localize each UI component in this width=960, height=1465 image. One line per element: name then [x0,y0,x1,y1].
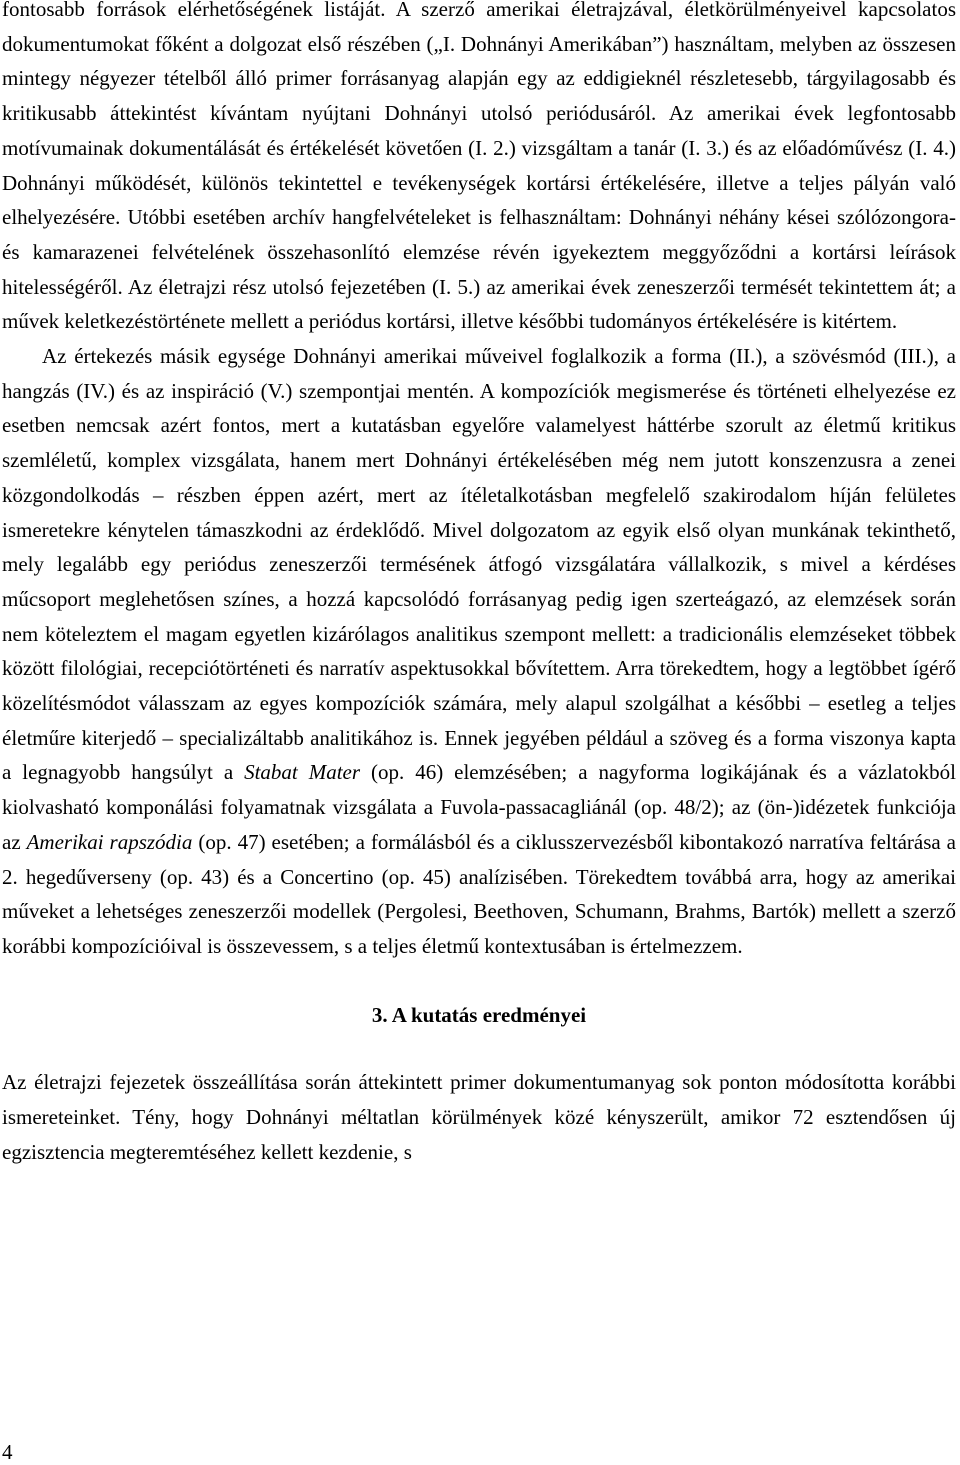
paragraph-research-results: Az életrajzi fejezetek összeállítása során áttekintett primer dokumentumanyag sok ponton módosította korábbi ismereteinket. Tény, hogy Dohnányi méltatlan körülmények közé kényszerült, amikor 72 esztendősen új egzisztencia megteremtéséhez kellett kezdenie, s [2,1070,956,1164]
work-title-amerikai-rapszodia: Amerikai rapszódia [26,829,193,854]
paragraph-sources-intro: fontosabb források elérhetőségének listáját. A szerző amerikai életrajzával, életkörülményeivel kapcsolatos dokumentumokat főként a dolgozat első részében („I. Dohnányi Amerikában”) használtam, melyben az összesen mintegy négyezer tételből álló primer forrásanyag alapján egy az eddigieknél részletesebb, tárgyilagosabb és kritikusabb áttekintést kívántam nyújtani Dohnányi utolsó periódusáról. Az amerikai évek legfontosabb motívumainak dokumentálását és értékelését követően (I. 2.) vizsgáltam a tanár (I. 3.) és az előadóművész (I. 4.) Dohnányi működését, különös tekintettel e tevékenységek kortársi értékelésére, illetve a teljes pályán való elhelyezésére. Utóbbi esetében archív hangfelvételeket is felhasználtam: Dohnányi néhány kései szólózongora- és kamarazenei felvételének összehasonlító elemzése révén igyekeztem meggyőződni a kortársi leírások hitelességéről. Az életrajzi rész utolsó fejezetében (I. 5.) az amerikai évek zeneszerzői termését tekintettem át; a művek keletkezéstörténete mellett a periódus kortársi, illetve későbbi tudományos értékelésére is kitértem. [2,0,956,334]
paragraph-text-segment: (op. 47) esetében; a formálásból és a ciklusszervezésből kibontakozó narratíva feltárása a 2. hegedűverseny (op. 43) és a Concertino (op. 45) analízisében. Törekedtem továbbá arra, hogy az amerikai műveket a lehetséges zeneszerzői modellek (Pergolesi, Beethoven, Schumann, Brahms, Bartók) mellett a szerző korábbi kompozícióival is összevessem, s a teljes életmű kontextusában is értelmezzem. [2,829,956,958]
paragraph-text-segment: Az értekezés másik egysége Dohnányi amerikai műveivel foglalkozik a forma (II.), a szövésmód (III.), a hangzás (IV.) és az inspiráció (V.) szempontjai mentén. A kompozíciók megismerése és történeti elhelyezése ez esetben nemcsak azért fontos, mert a kutatásban egyelőre valamelyest háttérbe szorult az életmű kritikus szemléletű, komplex vizsgálata, hanem mert Dohnányi értékelésében még nem jutott konszenzusra a zenei közgondolkodás – részben éppen azért, mert az ítéletalkotásban megfelelő szakirodalom híján felületes ismeretekre kénytelen támaszkodni az érdeklődő. Mivel dolgozatom az egyik első olyan munkának tekinthető, mely legalább egy periódus zeneszerzői termésének átfogó vizsgálatára vállalkozik, s mivel a kérdéses műcsoport meglehetősen színes, a hozzá kapcsolódó forrásanyag pedig igen szerteágazó, az elemzések során nem köteleztem el magam egyetlen kizárólagos analitikus szempont mellett: a tradicionális elemzéseket többek között filológiai, recepciótörténeti és narratív aspektusokkal bővítettem. Arra törekedtem, hogy a legtöbbet ígérő közelítésmódot válasszam az egyes kompozíciók számára, mely alapul szolgálhat a későbbi – esetleg a teljes életműre kiterjedő – specializáltabb analitikához is. Ennek jegyében például a szöveg és a forma viszonya kapta a legnagyobb hangsúlyt a [2,344,956,785]
paragraph-text-segment: (op. 46) elemzésében; a nagyforma logikájának és a vázlatokból kiolvasható komponálási folyamatnak vizsgálata a Fuvola-passacagliánál (op. 48/2); az (ön-)idézetek funkciója az [2,760,956,854]
work-title-stabat-mater: Stabat Mater [244,760,361,785]
section-heading: 3. A kutatás eredményei [371,1002,587,1027]
page-number: 4 [2,1440,13,1464]
paragraph-dissertation-structure [2,339,956,964]
document-page [2,0,956,1170]
